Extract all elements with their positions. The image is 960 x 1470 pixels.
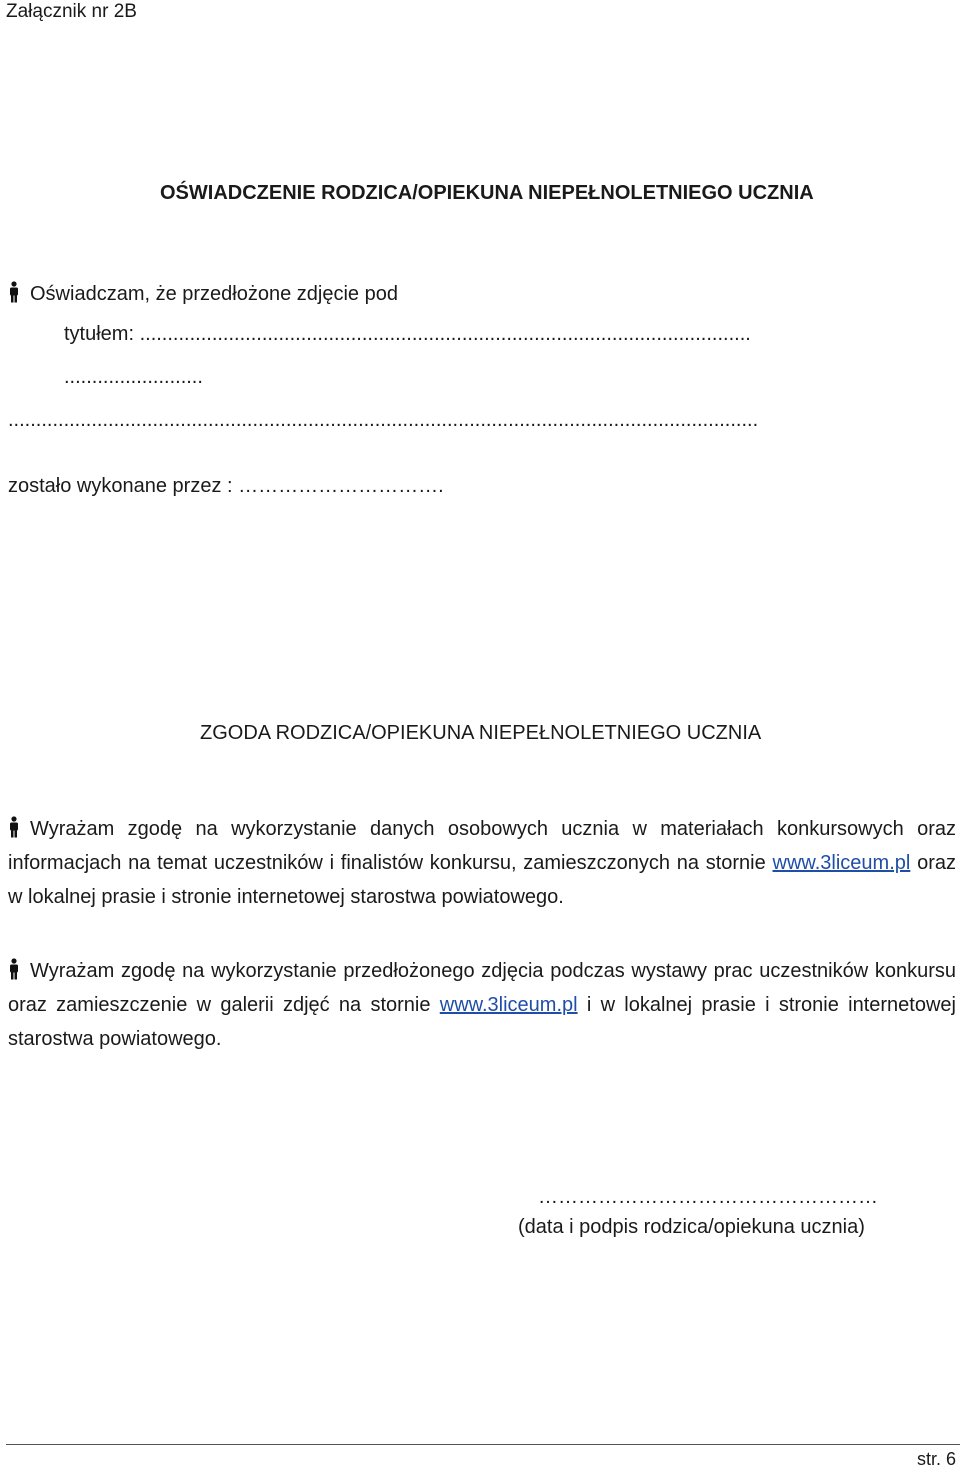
author-field: zostało wykonane przez : …………………………. <box>8 475 444 497</box>
statement-line-1-text: Oświadczam, że przedłożone zdjęcie pod <box>30 283 398 305</box>
title-field-line-2: ....................................................................................................................................... <box>8 409 759 431</box>
person-icon <box>8 816 20 838</box>
consent-paragraph-2 <box>8 954 956 1056</box>
consent-paragraph-1-text-b: oraz w lokalnej prasie i stronie internetowej starostwa powiatowego. <box>8 852 956 908</box>
signature-line: …………………………………………… <box>538 1186 878 1208</box>
title-field: tytułem: .............................................................................................................. <box>64 323 751 345</box>
person-icon <box>8 281 20 303</box>
consent-paragraph-1-text-a: Wyrażam zgodę na wykorzystanie danych osobowych ucznia w materiałach konkursowych oraz informacjach na temat uczestników i finalistów konkursu, zamieszczonych na stornie <box>8 818 956 874</box>
consent-title: ZGODA RODZICA/OPIEKUNA NIEPEŁNOLETNIEGO UCZNIA <box>200 722 762 744</box>
title-field-continued: ......................... <box>64 366 203 388</box>
person-icon <box>8 958 20 980</box>
statement-line-1 <box>8 281 398 306</box>
consent-paragraph-1 <box>8 812 956 914</box>
school-website-link[interactable]: www.3liceum.pl <box>772 852 911 874</box>
statement-title: OŚWIADCZENIE RODZICA/OPIEKUNA NIEPEŁNOLETNIEGO UCZNIA <box>160 182 814 204</box>
consent-paragraph-2-text-b: i w lokalnej prasie i stronie internetowej starostwa powiatowego. <box>8 994 956 1050</box>
page-number: str. 6 <box>916 1449 956 1469</box>
footer-divider <box>6 1444 960 1445</box>
school-website-link-2[interactable]: www.3liceum.pl <box>439 994 578 1016</box>
consent-paragraph-2-text-a: Wyrażam zgodę na wykorzystanie przedłożonego zdjęcia podczas wystawy prac uczestników konkursu oraz zamieszczenie w galerii zdjęć na stornie <box>8 960 956 1016</box>
signature-label: (data i podpis rodzica/opiekuna ucznia) <box>518 1216 865 1238</box>
attachment-label: Załącznik nr 2B <box>6 1 137 22</box>
